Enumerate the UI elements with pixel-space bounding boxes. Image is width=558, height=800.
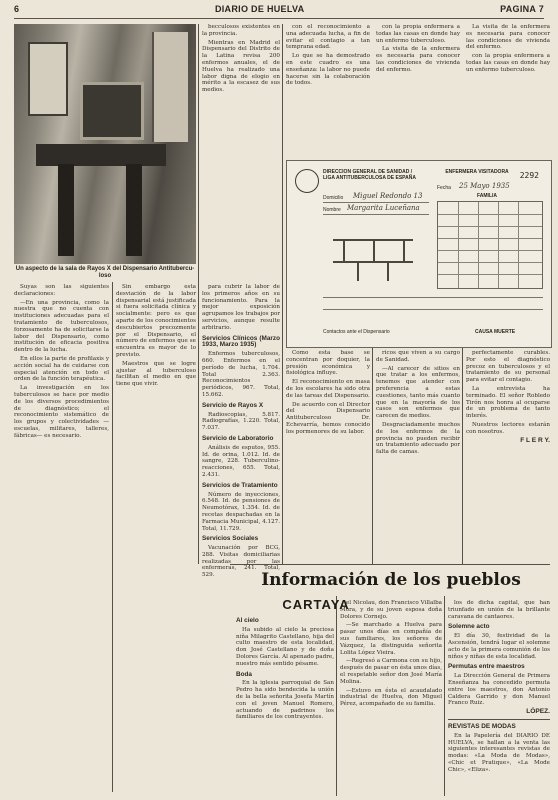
news-heading: Solemne acto <box>448 623 490 631</box>
town-news-column-1: Al cielo Ha subido al cielo la preciosa niña Milagrito Castellano, hija del culto maestro de esta localidad, don José Castellano y de doña Dolores García. Al apenado padre, nuestro más sentido pésame. Boda En la iglesia parroquial de San Pedro ha sido bendecida la unión de la bella señorita Josefa Martín con el joven Manuel Romero, actuando de padrinos los familiares de los contrayentes. <box>236 617 334 721</box>
news-heading: Permutas entre maestros <box>448 663 525 671</box>
town-heading: CARTAYA <box>282 597 350 612</box>
news-heading: Boda <box>236 670 252 678</box>
section-heading: Servicios Sociales <box>202 535 259 543</box>
article-column-5: ricos que viven a su cargo de Sanidad. —Al carecer de sitios en que tratar a los enfermos, tenemos que atender con preferencia a estas cuestiones, tanto más cuanto que en la mayoría de los casos son enfermos que carecen de medios. Desgraciadamente muchos de los enfermos de la provincia no pueden recibir un tratamiento adecuado por falta de camas. <box>376 350 460 456</box>
card-title: ENFERMERA VISITADORA <box>445 169 509 175</box>
nombre-label: Nombre <box>323 207 341 213</box>
article-column-3: para cubrir la labor de los primeros años en su funcionamiento. Para la mejor exposición agrupamos los trabajos por servicios, aunque resulte arbitrario. Servicios Clínicos (Marzo 1933, Marzo 1935) Enfermos tuberculosos, 660. Enfermos en el período de lucha, 1.704. Total 2.363. Reconocimientos periódicos, 967. Total, 15.662. Servicio de Rayos X Radioscopias, 5.817. Radiografías, 1.220. Total, 7.037. Servicio de Laboratorio Análisis de esputos, 955. Id. de orina, 1.012. Id. de sangre, 228. Tuberculino-reacciones, 655. Total, 2.431. Servicios de Tratamiento Número de inyecciones, 6.548. Id. de pensiones de Neumotórax, 1.354. Id. de recetas despachadas en la Farmacia Municipal, 4.127. Total, 11.729. Servicios Sociales Vacunación por BCG, 288. Visitas domiciliarias realizadas por las enfermeras, 241. Total, 529. <box>202 284 280 579</box>
column-rule <box>112 282 113 792</box>
page-header <box>14 0 544 19</box>
section-banner: Información de los pueblos <box>261 570 521 590</box>
column-rule <box>462 348 463 564</box>
header-title: DIARIO DE HUELVA <box>214 4 305 14</box>
author-signature: F L E R Y. <box>520 436 550 444</box>
article-column-5-top: con la propia enfermera a todas las casas en donde hay un enfermo tuberculoso. La visita de la enfermera es necesaria para conocer las condiciones de vivienda del enfermo. <box>376 24 460 73</box>
xray-room-photo <box>14 24 196 264</box>
nombre-value: Margarita Luceñana <box>347 204 420 212</box>
article-column-4-top: con el reconocimiento a una adecuada lucha, a fin de evitar el contagio a tan temprana edad. Lo que se ha demostrado en este cuadro es una enseñanza: la labor no puede hacerse sin la colaboración de todos. <box>286 24 370 87</box>
fecha-value: 25 Mayo 1935 <box>459 182 510 190</box>
article-column-3-top: becculosos existentes en la provincia. Mientras en Madrid el Dispensario del Distrito de la Latina revisa 200 enfermos anuales, el de Huelva ha realizado una labor digna de elogio en mérito a la escasez de sus medios. <box>202 24 280 94</box>
article-column-1: Suyas son las siguientes declaraciones: —En una provincia, como la nuestra que no cuenta con instituciones adecuadas para el tratamiento de tuberculosos, forzosamente ha de solicitarse la labor del Dispensario, como institución de eficacia positiva dentro de la lucha. En ellos la parte de profilaxis y acción social ha de cuidarse con especial atención en todo el orden de la función terapéutica. La investigación en los tuberculosos se hace por medio de los diversos procedimientos de diagnóstico; el reconocimiento sistemático de los grupos y colectividades —escuelas, militares, talleres, fábricas— es necesario. <box>14 284 109 439</box>
card-number: 2292 <box>519 171 539 180</box>
header-page-label: PAGINA 7 <box>500 4 544 14</box>
section-heading: Servicio de Rayos X <box>202 401 264 409</box>
contacts-label: Contactos ante el Dispensario <box>323 329 390 335</box>
news-heading: Al cielo <box>236 617 259 624</box>
card-organization: DIRECCION GENERAL DE SANIDAD / LIGA ANTITUBERCULOSA DE ESPAÑA <box>323 169 416 181</box>
photo-caption: Un aspecto de la sala de Rayos X del Dispensario Antitubercu-loso <box>15 266 195 280</box>
seal-icon <box>295 169 319 193</box>
article-column-6-top: La visita de la enfermera es necesaria para conocer las condiciones de vivienda del enfermo. con la propia enfermera a todas las casas en donde hay un enfermo tuberculoso. <box>466 24 550 73</box>
family-grid <box>437 201 543 289</box>
article-column-2: Sin embargo esta desviación de la labor dispensarial está justificada si fuera solicitada clínica y socialmente: pero es que aparte de los conocimientos descubiertos precozmente por el Dispensario, el número de enfermos que se encuentra es mayor de lo previsto. Maestros que se logre ajustar al tuberculoso facilitan el medio en que tiene que vivir. <box>116 284 196 388</box>
column-rule <box>198 24 199 564</box>
town-news-column-2: el Nicolau, don Francisco Villalba Mora, y de su joven esposa doña Dolores Cornejo. —Se marchado a Huelva para pasar unos días en compañía de sus familiares, los señores de Vázquez, la distinguida señorita Lolita López Vieira. —Regresó a Carmona con su hijo, después de pasar en ésta unos días, el respetable señor don José María Molina. —Estuvo en ésta el acaudalado industrial de Huelva, don Miguel Pérez, acompañado de su familia. <box>340 600 442 708</box>
article-column-4: Como esta base se concentran por doquier, la presión económica y fisiológica influye. El reconocimiento en masa de los escolares ha sido otra de las tareas del Dispensario. De acuerdo con el Director del Dispensario Antituberculoso Dr. Echevarría, hemos conocido los pormenores de su labor. <box>286 350 370 435</box>
fecha-label: Fecha <box>437 185 451 191</box>
column-rule <box>444 596 445 796</box>
section-heading: Servicios Clínicos (Marzo 1933, Marzo 1935) <box>202 334 280 349</box>
domicilio-label: Domicilio <box>323 195 344 201</box>
column-rule <box>372 348 373 564</box>
column-rule <box>336 596 337 796</box>
author-signature: LÓPEZ. <box>526 708 550 716</box>
domicilio-value: Miguel Redondo 13 <box>353 192 423 200</box>
causa-label: CAUSA MUERTE <box>475 329 516 335</box>
dispensary-record-card <box>286 160 552 348</box>
familia-label: FAMILIA <box>477 193 497 199</box>
family-tree-diagram <box>323 231 423 291</box>
article-column-6: perfectamente curables. Por esto el diagnóstico precoz en tuberculosos y el tratamiento de su personal para evitar el contagio. La entrevista ha terminado. El señor Robledo Tirón nos honra al ocuparse de un problema de tanto interés. Nuestros lectores estarán con nosotros. F L E R Y. <box>466 350 550 444</box>
revistas-heading: REVISTAS DE MODAS <box>448 722 516 730</box>
header-page-number: 6 <box>14 4 20 14</box>
section-heading: Servicios de Tratamiento <box>202 481 278 489</box>
column-rule <box>282 24 283 564</box>
section-heading: Servicio de Laboratorio <box>202 434 274 442</box>
town-news-column-3: los de dicha capital, que han triunfado en unión de la brillante caravana de cantaores. Solemne acto El día 30, festividad de la Ascensión, tendrá lugar el solemne acto de la primera comunión de los niños y niñas de esta localidad. Permutas entre maestros La Dirección General de Primera Enseñanza ha concedido permuta entre los maestros, don Antonio Caldera Garrido y don Manuel Franco Ruiz. LÓPEZ. REVISTAS DE MODAS En la Papelería del DIARIO DE HUELVA, se hallan a la venta las siguientes interesantes revistas de modas: «La Moda de Modas», «Chic et Pratique», «La Mode Chic», «Eliza». <box>448 600 550 773</box>
